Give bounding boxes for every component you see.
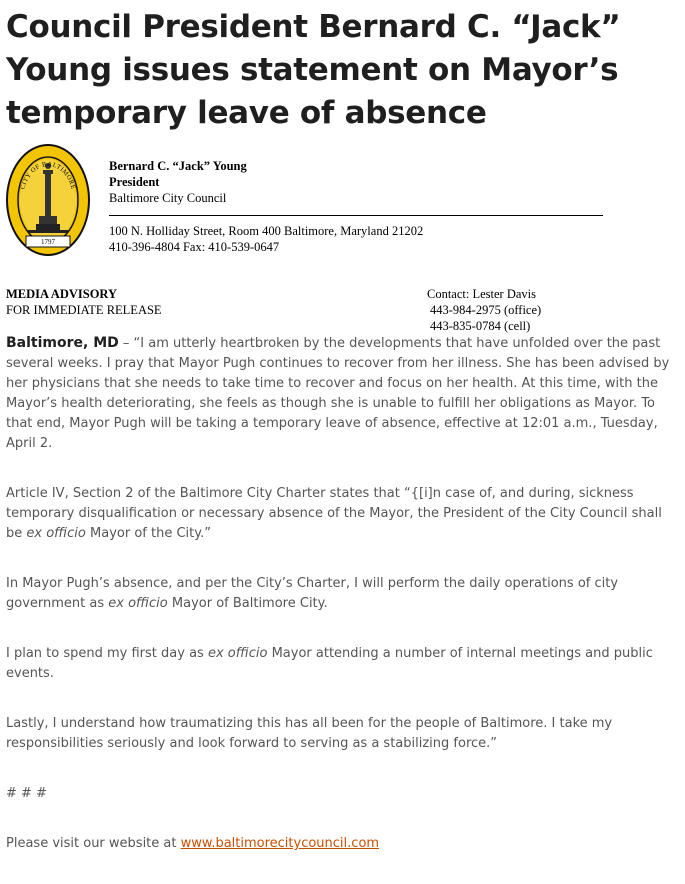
contact-block [427, 286, 541, 334]
paragraph-1-text: – “I am utterly heartbroken by the developments that have unfolded over the past several weeks. I pray that Mayor Pugh continues to recover from her illness. She has been advised by her physicians that she needs to take time to recover and focus on her health. At this time, with the Mayor’s health deteriorating, she feels as though she is unable to fulfill her obligations as Mayor. To that end, Mayor Pugh will be taking a temporary leave of absence, effective at 12:01 a.m., Tuesday, April 2. [6, 336, 670, 451]
letterhead-divider [109, 215, 603, 216]
seal-year: 1797 [41, 238, 55, 246]
seal-text: CITY OF BALTIMORE [19, 160, 77, 191]
paragraph-4 [6, 644, 682, 684]
paragraph-1 [6, 333, 682, 454]
paragraph-2-text-b: Mayor of the City.” [85, 526, 211, 541]
paragraph-3 [6, 574, 682, 614]
letterhead-phones: 410-396-4804 Fax: 410-539-0647 [109, 240, 280, 254]
contact-label: Contact: Lester Davis [427, 287, 536, 301]
paragraph-4-text-b: Mayor attending a number of internal meetings and public events. [6, 646, 653, 681]
paragraph-2-emphasis: ex officio [26, 526, 86, 541]
letterhead-title: President [109, 175, 160, 189]
footer-line [6, 834, 682, 854]
paragraph-4-text-a: I plan to spend my first day as [6, 646, 208, 661]
dateline: Baltimore, MD [6, 335, 119, 351]
headline: Council President Bernard C. “Jack” Young issues statement on Mayor’s temporary leave of absence [6, 9, 621, 131]
city-seal-icon [6, 144, 91, 257]
letterhead [109, 158, 609, 255]
advisory-release: FOR IMMEDIATE RELEASE [6, 303, 162, 317]
advisory-heading: MEDIA ADVISORY [6, 287, 118, 301]
letterhead-org: Baltimore City Council [109, 191, 227, 205]
contact-cell: 443-835-0784 (cell) [430, 319, 531, 333]
footer-text: Please visit our website at [6, 836, 181, 851]
paragraph-4-emphasis: ex officio [207, 646, 268, 661]
end-marks: # # # [6, 786, 47, 801]
contact-office: 443-984-2975 (office) [430, 303, 542, 317]
letterhead-address: 100 N. Holliday Street, Room 400 Baltimore, Maryland 21202 [109, 224, 424, 238]
paragraph-3-text-a: In Mayor Pugh’s absence, and per the City’s Charter, I will perform the daily operations of city government as [6, 576, 619, 611]
media-advisory [6, 286, 162, 318]
paragraph-3-emphasis: ex officio [108, 596, 168, 611]
paragraph-2 [6, 484, 682, 544]
statement-body [6, 333, 682, 884]
website-link[interactable]: www.baltimorecitycouncil.com [180, 836, 380, 851]
paragraph-2-text-a: Article IV, Section 2 of the Baltimore City Charter states that “{[i]n case of, and during, sickness temporary disqualification or necessary absence of the Mayor, the President of the City Council shall be [6, 486, 662, 541]
paragraph-3-text-b: Mayor of Baltimore City. [167, 596, 328, 611]
letterhead-name: Bernard C. “Jack” Young [109, 159, 247, 173]
paragraph-5: Lastly, I understand how traumatizing this has all been for the people of Baltimore. I take my responsibilities seriously and look forward to serving as a stabilizing force.” [6, 716, 613, 751]
